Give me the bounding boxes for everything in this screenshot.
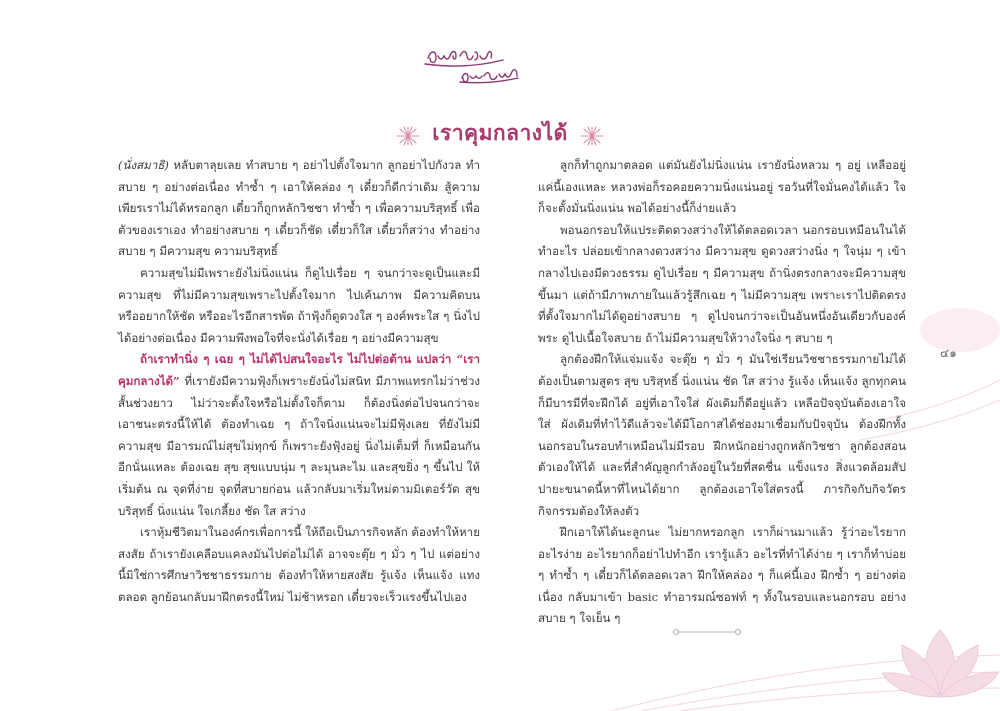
starburst-icon — [579, 125, 605, 147]
paragraph — [118, 349, 480, 522]
paragraph: ความสุขไม่มีเพราะยังไม่นิ่งแน่น ก็ดูไปเรื่อย ๆ จนกว่าจะดูเป็นและมีความสุข ที่ไม่มีความสุขเพราะไปตั้งใจมาก ไปเค้นภาพ มีความคิดบน หรืออยากให้ชัด หรืออะไรอีกสารพัด ถ้าฟุ้งก็ดูดวงใส ๆ องค์พระใส ๆ นิ่งไปได้อย่างต่อเนื่อง มีความพึงพอใจที่จะนั่งได้เรื่อย ๆ อย่างมีความสุข — [118, 265, 480, 345]
paragraph — [118, 155, 480, 263]
page-number: ๔๑ — [940, 346, 957, 360]
divider-ornament-icon — [672, 626, 742, 638]
paragraph-text: หลับตาลุยเลย ทำสบาย ๆ อย่าไปตั้งใจมาก ลูกอย่าไปกังวล ทำสบาย ๆ อย่างต่อเนื่อง ทำซ้ำ ๆ เอาให้คล่อง ๆ เดี๋ยวก็ดีกว่าเดิม สู้ความเพียรเราไม่ได้หรอกลูก เดี๋ยวก็ถูกหลักวิชชา ทำซ้ำ ๆ เพื่อความบริสุทธิ์ เพื่อตัวของเราเอง ทำอย่างสบาย ๆ เดี๋ยวก็ชัด เดี๋ยวก็ใส เดี๋ยวก็สว่าง ทำอย่างสบาย ๆ มีความสุข ความบริสุทธิ์ — [118, 158, 480, 259]
starburst-icon — [395, 125, 421, 147]
left-column — [118, 155, 480, 608]
paragraph: ลูกก็ทำถูกมาตลอด แต่มันยังไม่นิ่งแน่น เรายังนิ่งหลวม ๆ อยู่ เหลืออยู่แค่นี้เองแหละ หลวงพ่อก็รอคอยความนิ่งแน่นอยู่ รอวันที่ใจมั่นคงได้แล้ว ใจก็จะตั้งมั่นนิ่งแน่น พอได้อย่างนี้ก็ง่ายแล้ว — [538, 158, 906, 216]
paragraph-text: ที่เรายังมีความฟุ้งก็เพราะยังนิ่งไม่สนิท มีภาพแทรกไม่ว่าช่วงสั้นช่วงยาว ไม่ว่าจะตั้งใจหรือไม่ตั้งใจก็ตาม ก็ต้องนิ่งต่อไปจนกว่าจะเอาชนะตรงนี้ให้ได้ ต้องทำเฉย ๆ ถ้าใจนิ่งแน่นจะไม่มีฟุ้งเลย ที่ยังไม่มีความสุข มีอารมณ์ไม่สุขไม่ทุกข์ ก็เพราะยังฟุ้งอยู่ นิ่งไม่เต็มที่ ก็เหมือนกันอีกนั่นแหละ ต้องเฉย สุข สุขแบบนุ่ม ๆ ละมุนละไม และสุขยิ่ง ๆ ขึ้นไป ให้เริ่มต้น ณ จุดที่ง่าย จุดที่สบายก่อน แล้วกลับมาเริ่มใหม่ตามมิเตอร์วัด สุข บริสุทธิ์ นิ่งแน่น ใจเกลี้ยง ชัด ใส สว่าง — [118, 373, 480, 518]
right-column — [538, 155, 906, 630]
paragraph: ลูกต้องฝึกให้แจ่มแจ้ง จะตุ๊ย ๆ มั่ว ๆ มันใช่เรียนวิชชาธรรมกายไม่ได้ ต้องเป็นตามสูตร สุข บริสุทธิ์ นิ่งแน่น ชัด ใส สว่าง รู้แจ้ง เห็นแจ้ง ลูกทุกคนก็มีบารมีที่จะฝึกได้ อยู่ที่เอาใจใส่ ผังเดิมก็ดีอยู่แล้ว เหลือปัจจุบันต้องเอาใจใส่ ผังเดิมที่ทำไว้ดีแล้วจะได้มีโอกาสได้ช่องมาเชื่อมกับปัจจุบัน ต้องฝึกทั้งนอกรอบในรอบทำเหมือนไม่มีรอบ ฝึกหนักอย่างถูกหลักวิชชา ลูกต้องสอนตัวเองให้ได้ และที่สำคัญลูกกำลังอยู่ในวัยที่สดชื่น แข็งแรง สิ่งแวดล้อมสัปปายะขนาดนี้หาที่ไหนได้ยาก ลูกต้องเอาใจใส่ตรงนี้ ภารกิจกับกิจวัตรกิจกรรมต้องให้ลงตัว — [538, 352, 906, 518]
paragraph: พอนอกรอบให้แประติดดวงสว่างให้ได้ตลอดเวลา นอกรอบเหมือนในได้ทำอะไร ปล่อยเข้ากลางดวงสว่าง มีความสุข ดูดวงสว่างนิ่ง ๆ ใจนุ่ม ๆ เข้ากลางไปเองมีดวงธรรม ดูไปเรื่อย ๆ มีความสุข ถ้านิ่งตรงกลางจะมีความสุขขึ้นมา แต่ถ้ามีภาพภายในแล้วรู้สึกเฉย ๆ ไม่มีความสุข เพราะเราไปติดตรงที่ตั้งใจมากไม่ได้ดูอย่างสบาย ๆ ดูไปจนกว่าจะเป็นอันหนึ่งอันเดียวกับองค์พระ ดูไปเนื้อใจสบาย ถ้าไม่มีความสุขให้วางใจนิ่ง ๆ สบาย ๆ — [538, 222, 906, 345]
page-title: เราคุมกลางได้ — [432, 120, 568, 145]
highlight-text: ถ้าเราทำนิ่ง ๆ เฉย ๆ ไม่ได้ไปสนใจอะไร ไม่ไปต่อต้าน แปลว่า “เราคุมกลางได้” — [118, 352, 480, 388]
signature-icon — [420, 40, 530, 90]
italic-text: (นั่งสมาธิ) — [118, 158, 169, 172]
paragraph: เราหุ้มชีวิตมาในองค์กรเพื่อการนี้ ให้ถือเป็นภารกิจหลัก ต้องทำให้หายสงสัย ถ้าเรายังเคลือบแคลงมันไปต่อไม่ได้ อาจจะตุ๊ย ๆ มั่ว ๆ ไป แต่อย่างนี้มิใช่การศึกษาวิชชาธรรมกาย ต้องทำให้หายสงสัย รู้แจ้ง เห็นแจ้ง แทงตลอด ลูกย้อนกลับมาฝึกตรงนี้ใหม่ ไม่ช้าหรอก เดี๋ยวจะเร็วแรงขึ้นไปเอง — [118, 525, 480, 604]
title-row — [0, 117, 1000, 150]
paragraph: ฝึกเอาให้ได้นะลูกนะ ไม่ยากหรอกลูก เราก็ผ่านมาแล้ว รู้ว่าอะไรยาก อะไรง่าย อะไรยากก็อย่าไปทำอีก เรารู้แล้ว อะไรที่ทำได้ง่าย ๆ เราก็ทำบ่อย ๆ ทำซ้ำ ๆ เดี๋ยวก็ได้ตลอดเวลา ฝึกให้คล่อง ๆ ก็แค่นี้เอง ฝึกซ้ำ ๆ อย่างต่อเนื่อง กลับมาเข้า basic ทำอารมณ์ซอฟท์ ๆ ทั้งในรอบและนอกรอบ อย่างสบาย ๆ ใจเย็น ๆ — [538, 525, 906, 626]
